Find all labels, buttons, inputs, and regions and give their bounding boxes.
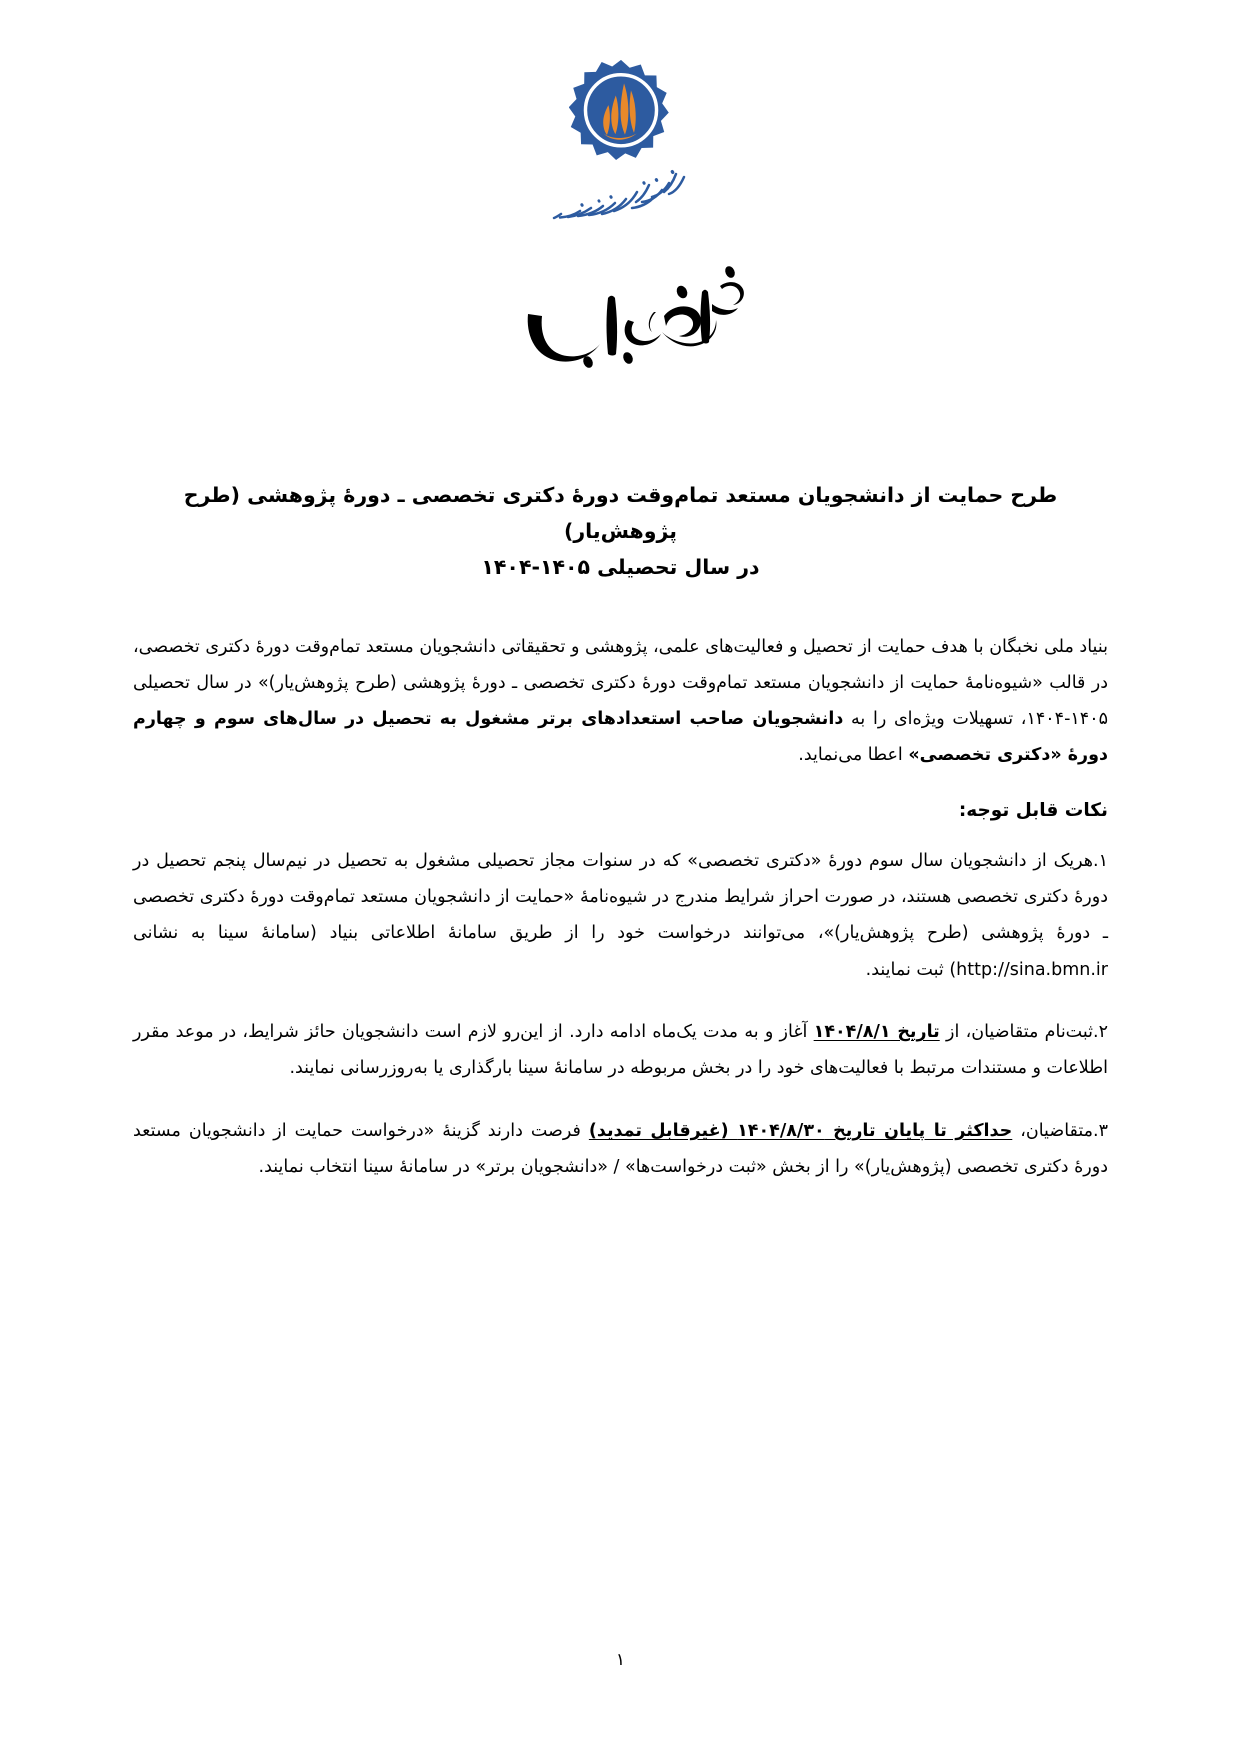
- note-emphasis-date: تاریخ ۱۴۰۴/۸/۱: [813, 1022, 940, 1043]
- page-title: [0, 258, 1241, 388]
- bmn-emblem-icon: [569, 60, 673, 164]
- note-item: [133, 843, 1108, 989]
- note-text-segment: فرصت دارند گزینهٔ «درخواست حمایت از دانشجویان مستعد دورهٔ دکتری تخصصی (پژوهش‌یار)» را از بخش «ثبت درخواست‌ها» / «دانشجویان برتر» در سامانهٔ سینا انتخاب نمایند.: [133, 1120, 1108, 1178]
- intro-bold-phrase: دانشجویان صاحب استعدادهای برتر مشغول به تحصیل در سال‌های سوم و چهارم دورهٔ «دکتری تخصصی»: [133, 708, 1108, 765]
- note-item: [133, 1113, 1108, 1186]
- call-heading-line-1: طرح حمایت از دانشجویان مستعد تمام‌وقت دورهٔ دکتری تخصصی ـ دورهٔ پژوهشی (طرح پژوهش‌یار): [183, 483, 1058, 543]
- note-text-segment: آغاز و به مدت یک‌ماه ادامه دارد. از این‌رو لازم است دانشجویان حائز شرایط، در موعد مقرر اطلاعات و مستندات مرتبط با فعالیت‌های خود را در بخش مربوطه در سامانهٔ سینا بارگذاری یا به‌روزرسانی نمایند.: [133, 1022, 1108, 1079]
- faraakhan-calligraphy: [496, 258, 746, 388]
- call-heading: [140, 478, 1101, 586]
- note-text-segment: ثبت‌نام متقاضیان، از: [939, 1022, 1094, 1043]
- intro-text-part-2: اعطا می‌نماید.: [798, 744, 909, 765]
- notes-section-title: نکات قابل توجه:: [958, 799, 1108, 821]
- note-item: [133, 1014, 1108, 1087]
- document-body: [133, 630, 1108, 1212]
- note-item-marker: ۱.: [1093, 850, 1108, 871]
- note-text-segment: متقاضیان،: [1012, 1120, 1094, 1141]
- page-number: ۱: [615, 1650, 626, 1670]
- intro-text-part-1: بنیاد ملی نخبگان با هدف حمایت از تحصیل و فعالیت‌های علمی، پژوهشی و تحقیقاتی دانشجویان مستعد تمام‌وقت دورهٔ دکتری تخصصی، در قالب «شیوه‌نامهٔ حمایت از دانشجویان مستعد تمام‌وقت دورهٔ دکتری تخصصی ـ دورهٔ پژوهشی (طرح پژوهش‌یار)» در سال تحصیلی ۱۴۰۵-۱۴۰۴، تسهیلات ویژه‌ای را به: [133, 637, 1108, 729]
- notes-list: [133, 843, 1108, 1186]
- note-text-segment: هر‌یک از دانشجویان سال سوم دورهٔ «دکتری تخصصی» که در سنوات مجاز تحصیلی مشغول به تحصیل در نیم‌سال پنجم تحصیل در دورهٔ دکتری تخصصی هستند، در صورت احراز شرایط مندرج در شیوه‌نامهٔ «حمایت از دانشجویان مستعد تمام‌وقت دورهٔ دکتری تخصصی ـ دورهٔ پژوهشی (طرح پژوهش‌یار)»، می‌توانند درخواست خود را از طریق سامانهٔ اطلاعاتی بنیاد (سامانهٔ سینا به نشانی: [133, 850, 1108, 944]
- organization-logo: [0, 60, 1241, 222]
- bmn-wordmark-icon: [551, 168, 691, 222]
- sina-portal-url[interactable]: http://sina.bmn.ir: [956, 959, 1108, 980]
- note-item-marker: ۳.: [1093, 1120, 1109, 1141]
- note-item-marker: ۲.: [1093, 1022, 1109, 1043]
- note-emphasis-date: حداکثر تا پایان تاریخ ۱۴۰۴/۸/۳۰ (غیرقابل تمدید): [588, 1120, 1013, 1141]
- call-heading-line-2: در سال تحصیلی ۱۴۰۵-۱۴۰۴: [481, 554, 760, 579]
- intro-paragraph: [133, 630, 1108, 774]
- note-text-segment: ) ثبت نمایند.: [865, 959, 957, 980]
